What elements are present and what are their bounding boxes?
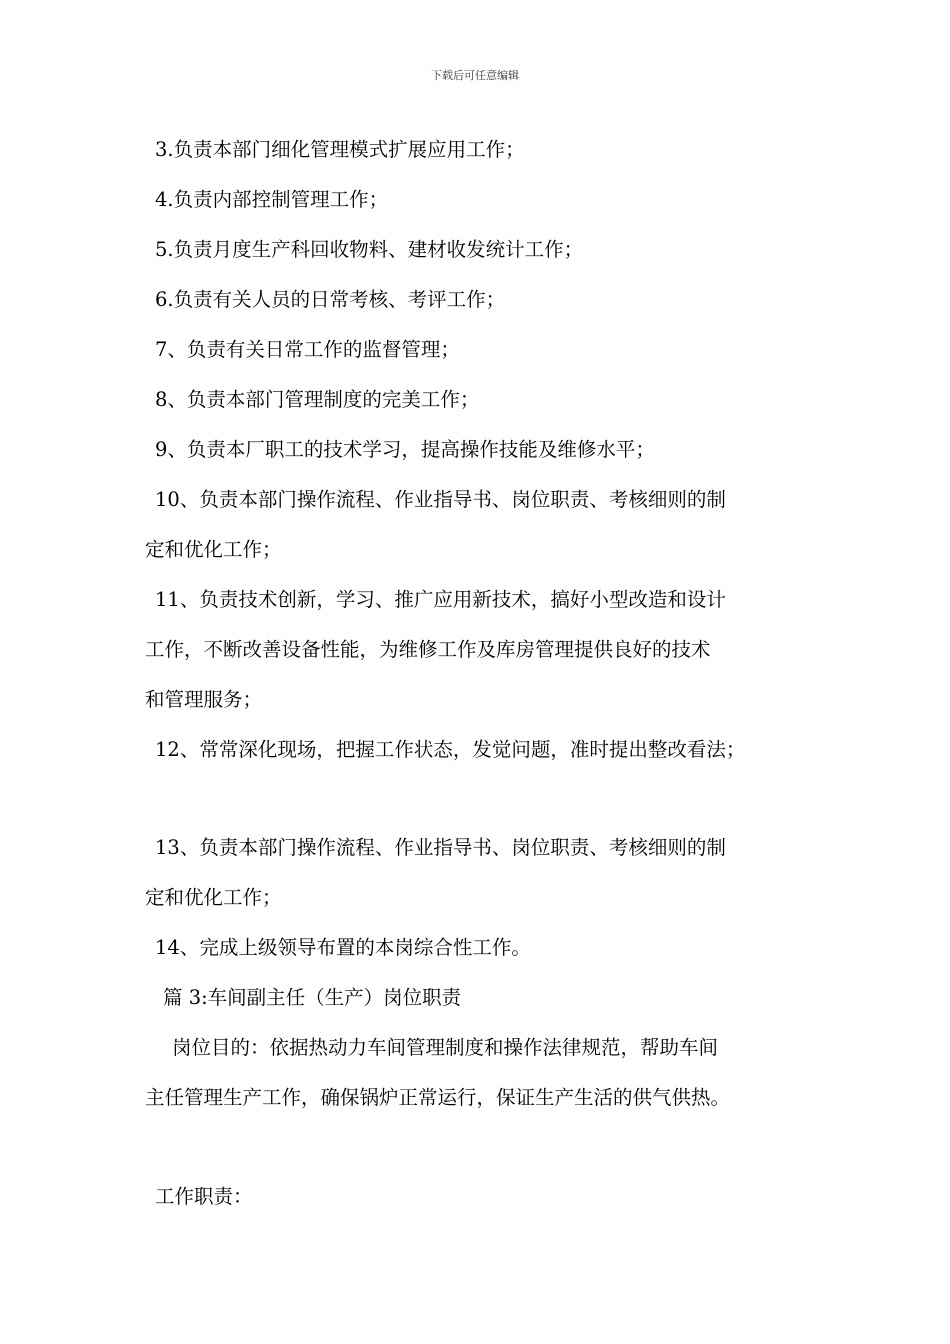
duty-item-14: 14、完成上级领导布置的本岗综合性工作。 (155, 936, 531, 959)
duty-item-9: 9、负责本厂职工的技术学习，提高操作技能及维修水平； (155, 438, 655, 461)
duty-item-13-line-1: 13、负责本部门操作流程、作业指导书、岗位职责、考核细则的制 (155, 836, 726, 859)
duty-item-4: 4.负责内部控制管理工作； (155, 188, 389, 211)
purpose-line-2: 主任管理生产工作，确保锅炉正常运行，保证生产生活的供气供热。 (145, 1086, 731, 1109)
section-heading: 篇 3:车间副主任（生产）岗位职责 (163, 986, 462, 1009)
duty-item-5: 5.负责月度生产科回收物料、建材收发统计工作； (155, 238, 584, 261)
duties-heading: 工作职责： (155, 1185, 253, 1208)
duty-item-10-line-1: 10、负责本部门操作流程、作业指导书、岗位职责、考核细则的制 (155, 488, 726, 511)
page-header: 下载后可任意编辑 (431, 69, 519, 82)
duty-item-3: 3.负责本部门细化管理模式扩展应用工作； (155, 138, 525, 161)
duty-item-12: 12、常常深化现场，把握工作状态，发觉问题，准时提出整改看法； (155, 738, 746, 761)
duty-item-11-line-3: 和管理服务； (145, 688, 263, 711)
duty-item-11-line-2: 工作，不断改善设备性能，为维修工作及库房管理提供良好的技术 (145, 638, 711, 661)
duty-item-13-line-2: 定和优化工作； (145, 886, 282, 909)
duty-item-6: 6.负责有关人员的日常考核、考评工作； (155, 288, 506, 311)
duty-item-11-line-1: 11、负责技术创新，学习、推广应用新技术，搞好小型改造和设计 (155, 588, 726, 611)
duty-item-7: 7、负责有关日常工作的监督管理； (155, 338, 460, 361)
duty-item-10-line-2: 定和优化工作； (145, 538, 282, 561)
duty-item-8: 8、负责本部门管理制度的完美工作； (155, 388, 480, 411)
purpose-line-1: 岗位目的：依据热动力车间管理制度和操作法律规范，帮助车间 (172, 1036, 719, 1059)
